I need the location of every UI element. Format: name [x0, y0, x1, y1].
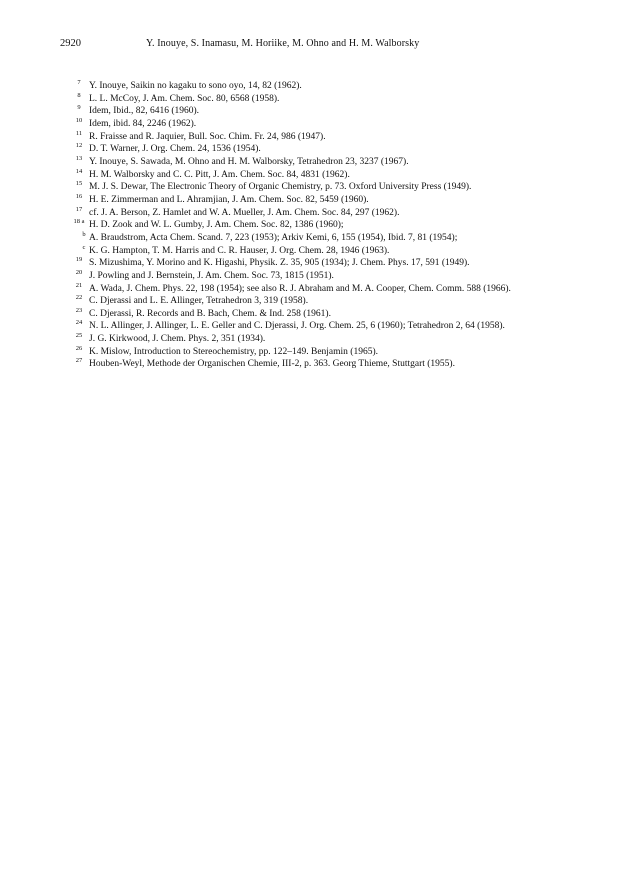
reference-number: 20: [75, 268, 83, 276]
reference-text: R. Fraisse and R. Jaquier, Bull. Soc. Chim. Fr. 24, 986 (1947).: [89, 131, 326, 142]
reference-text: K. G. Hampton, T. M. Harris and C. R. Hauser, J. Org. Chem. 28, 1946 (1963).: [89, 245, 390, 256]
reference-number: 18 a: [73, 218, 85, 226]
reference-item: [72, 333, 572, 346]
reference-text: Idem, Ibid., 82, 6416 (1960).: [89, 106, 200, 117]
reference-text: N. L. Allinger, J. Allinger, L. E. Geller and C. Djerassi, J. Org. Chem. 25, 6 (1960); Tetrahedron 2, 64 (1958).: [89, 321, 505, 332]
reference-number: 15: [75, 180, 83, 188]
reference-text: A. Braudstrom, Acta Chem. Scand. 7, 223 (1953); Arkiv Kemi, 6, 155 (1954), Ibid. 7, 81 (1954);: [89, 232, 458, 243]
reference-number: 13: [75, 154, 83, 162]
reference-text: Idem, ibid. 84, 2246 (1962).: [89, 118, 197, 129]
reference-item: [72, 118, 572, 131]
reference-number: 22: [75, 294, 83, 302]
reference-item: [72, 346, 572, 359]
reference-text: Y. Inouye, S. Sawada, M. Ohno and H. M. Walborsky, Tetrahedron 23, 3237 (1967).: [89, 156, 409, 167]
reference-item: [72, 257, 572, 270]
reference-text: S. Mizushima, Y. Morino and K. Higashi, Physik. Z. 35, 905 (1934); J. Chem. Phys. 17, 591 (1949).: [89, 258, 470, 269]
reference-number: 14: [75, 167, 83, 175]
reference-number: 11: [75, 129, 83, 137]
reference-item: [72, 245, 572, 258]
reference-item: [72, 131, 572, 144]
reference-item: [72, 283, 572, 296]
reference-text: Y. Inouye, Saikin no kagaku to sono oyo, 14, 82 (1962).: [89, 81, 302, 91]
reference-number: 21: [75, 281, 83, 289]
reference-number: 23: [75, 306, 83, 314]
running-head: Y. Inouye, S. Inamasu, M. Horiike, M. Ohno and H. M. Walborsky: [146, 38, 420, 49]
reference-item: [72, 156, 572, 169]
reference-item: [72, 169, 572, 182]
reference-item: [72, 194, 572, 207]
reference-text: H. M. Walborsky and C. C. Pitt, J. Am. Chem. Soc. 84, 4831 (1962).: [89, 169, 350, 180]
reference-text: cf. J. A. Berson, Z. Hamlet and W. A. Mueller, J. Am. Chem. Soc. 84, 297 (1962).: [89, 207, 400, 218]
reference-number: 12: [75, 142, 83, 150]
reference-item: [72, 105, 572, 118]
reference-item: [72, 181, 572, 194]
page-number: 2920: [60, 38, 81, 49]
reference-text: Houben-Weyl, Methode der Organischen Chemie, III-2, p. 363. Georg Thieme, Stuttgart (1955).: [89, 359, 455, 370]
reference-number: 25: [75, 332, 83, 340]
reference-item: [72, 270, 572, 283]
reference-text: D. T. Warner, J. Org. Chem. 24, 1536 (1954).: [89, 144, 261, 155]
reference-text: K. Mislow, Introduction to Stereochemistry, pp. 122–149. Benjamin (1965).: [89, 346, 379, 357]
reference-text: J. Powling and J. Bernstein, J. Am. Chem. Soc. 73, 1815 (1951).: [89, 270, 334, 281]
reference-text: H. E. Zimmerman and L. Ahramjian, J. Am. Chem. Soc. 82, 5459 (1960).: [89, 194, 369, 205]
reference-item: [72, 207, 572, 220]
reference-number: 8: [77, 91, 81, 99]
reference-text: A. Wada, J. Chem. Phys. 22, 198 (1954); see also R. J. Abraham and M. A. Cooper, Chem. Comm. 588 (1966).: [89, 283, 511, 294]
reference-text: C. Djerassi, R. Records and B. Bach, Chem. & Ind. 258 (1961).: [89, 308, 331, 319]
reference-number: 26: [75, 344, 83, 352]
reference-item: [72, 295, 572, 308]
reference-number: 9: [77, 104, 81, 112]
reference-item: [72, 308, 572, 321]
reference-item: [72, 320, 572, 333]
reference-number: 10: [75, 116, 83, 124]
reference-item: [72, 143, 572, 156]
reference-item: [72, 219, 572, 232]
page-header: [60, 38, 580, 50]
reference-number: 17: [75, 205, 83, 213]
reference-number: c: [82, 243, 86, 251]
reference-text: L. L. McCoy, J. Am. Chem. Soc. 80, 6568 (1958).: [89, 93, 280, 104]
reference-number: 7: [77, 79, 81, 86]
reference-text: C. Djerassi and L. E. Allinger, Tetrahedron 3, 319 (1958).: [89, 296, 309, 307]
reference-item: [72, 358, 572, 371]
reference-text: H. D. Zook and W. L. Gumby, J. Am. Chem. Soc. 82, 1386 (1960);: [89, 220, 344, 231]
reference-item: [72, 232, 572, 245]
reference-item: [72, 93, 572, 106]
reference-text: J. G. Kirkwood, J. Chem. Phys. 2, 351 (1934).: [89, 334, 266, 345]
reference-number: 19: [75, 256, 83, 264]
reference-list: [72, 80, 572, 371]
reference-number: 27: [75, 357, 83, 365]
reference-number: 24: [75, 319, 83, 327]
reference-item: [72, 80, 572, 93]
reference-text: M. J. S. Dewar, The Electronic Theory of Organic Chemistry, p. 73. Oxford University Press (1949).: [89, 182, 472, 193]
reference-number: 16: [75, 192, 83, 200]
reference-number: b: [82, 230, 86, 238]
